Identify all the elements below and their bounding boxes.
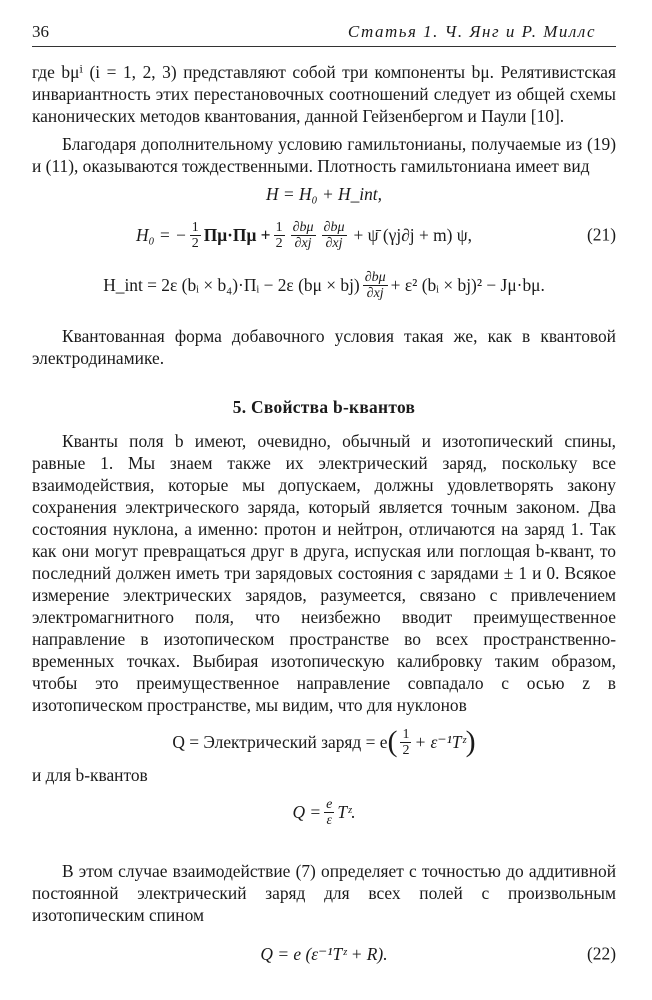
eq21-frac-1 (190, 220, 201, 251)
equation-22 (32, 938, 616, 970)
paragraph-5: В этом случае взаимодействие (7) определяет с точностью до аддитивной постоянной электрический заряд для всех полей с произвольным изотопическим спином (32, 861, 616, 925)
eqQ1-frac-num: 1 (402, 726, 410, 742)
eqQ1-lhs: Q = Электрический заряд = e (172, 731, 388, 752)
eq21-lhs: H₀ = − (135, 224, 187, 245)
eq21-frac-2-den: 2 (275, 235, 283, 251)
eqint-tail: + ε² (bᵢ × bj)² − Jμ·bμ. (390, 274, 545, 295)
equation-hamiltonian (32, 181, 616, 207)
eq21-frac-2 (274, 220, 285, 251)
eq21-derivative-2-num: ∂bμ (323, 219, 345, 235)
equation-number-22: (22) (587, 943, 616, 964)
section-title: 5. Свойства b-квантов (232, 397, 416, 417)
running-title: Статья 1. Ч. Янг и Р. Миллс (347, 22, 596, 41)
equation-h-int (32, 263, 616, 307)
eqQ2-lhs: Q = (292, 801, 322, 822)
eqint-lhs: H_int = 2ε (bᵢ × b₄)·Πᵢ − 2ε (bμ × bj) (103, 274, 360, 295)
page-number: 36 (32, 22, 49, 41)
equation-number-21: (21) (587, 224, 616, 245)
paragraph-2: Благодаря дополнительному условию гамильтонианы, получаемые из (19) и (11), оказываются тождественными. Плотность гамильтониана имеет вид (32, 134, 616, 176)
eq22-body: Q = e (ε⁻¹Tᶻ + R). (260, 943, 388, 964)
equation-hamiltonian-text: H = H₀ + H_int, (266, 184, 382, 204)
eq21-term-1: Πμ·Πμ + (203, 224, 271, 245)
eq21-tail: + ψ̄ (γj∂j + m) ψ, (353, 224, 473, 245)
eqQ1-frac-den: 2 (402, 742, 410, 758)
eq21-derivative-1-den: ∂xj (294, 235, 312, 251)
page (32, 22, 616, 970)
eqQ2-frac-num: e (326, 796, 333, 812)
eq21-derivative-2-den: ∂xj (325, 235, 343, 251)
eqQ2-frac-den: ε (326, 812, 332, 828)
paren-open: ( (387, 725, 398, 758)
eq21-derivative-2 (322, 220, 347, 251)
paragraph-1: где bμⁱ (i = 1, 2, 3) представляют собой три компоненты bμ. Релятивистская инвариантность этих перестановочных соотношений следует из общей схемы канонических методов квантования, данной Гейзенбергом и Паули [10]. (32, 62, 616, 126)
paragraph-3: Квантованная форма добавочного условия такая же, как в квантовой электродинамике. (32, 326, 616, 368)
eq21-derivative-1-num: ∂bμ (292, 219, 314, 235)
eqQ2-tail: Tᶻ. (337, 801, 356, 822)
paragraph-4: Кванты поля b имеют, очевидно, обычный и изотопический спины, равные 1. Мы знаем также их электрический заряд, поскольку все взаимодействия, которые мы допускаем, должны удовлетворять закону сохранения электрического заряда, который является точным законом. Два состояния нуклона, а именно: протон и нейтрон, отличаются на заряд 1. Так как они могут превращаться друг в друга, испуская или поглощая b-квант, то последний должен иметь три зарядовых состояния с зарядами ± 1 и 0. Всякое измерение электрических зарядов, разумеется, связано с привлечением электромагнитного поля, что неизбежно вводит преимущественное направление в изотопическом пространстве во всех пространственно-временных точках. Выбирая изотопическую калибровку таким образом, чтобы это преимущественное направление совпадало с осью z в изотопическом пространстве, мы видим, что для нуклонов (32, 431, 616, 715)
running-header (32, 22, 616, 47)
equation-charge-b-quanta (32, 788, 616, 836)
eqint-derivative (363, 270, 388, 301)
eq21-frac-2-num: 1 (275, 219, 283, 235)
equation-21 (32, 213, 616, 257)
eq21-frac-1-num: 1 (191, 219, 199, 235)
eqint-derivative-num: ∂bμ (364, 269, 386, 285)
paren-close: ) (465, 725, 476, 758)
eq21-derivative-1 (291, 220, 316, 251)
eqQ1-tail: + ε⁻¹Tᶻ (414, 731, 466, 752)
eqint-derivative-den: ∂xj (366, 285, 384, 301)
eq21-frac-1-den: 2 (191, 235, 199, 251)
line-b-quanta: и для b-квантов (32, 765, 148, 785)
equation-charge-nucleon (32, 720, 616, 764)
eqQ2-frac (324, 797, 334, 828)
eqQ1-frac (400, 727, 411, 758)
